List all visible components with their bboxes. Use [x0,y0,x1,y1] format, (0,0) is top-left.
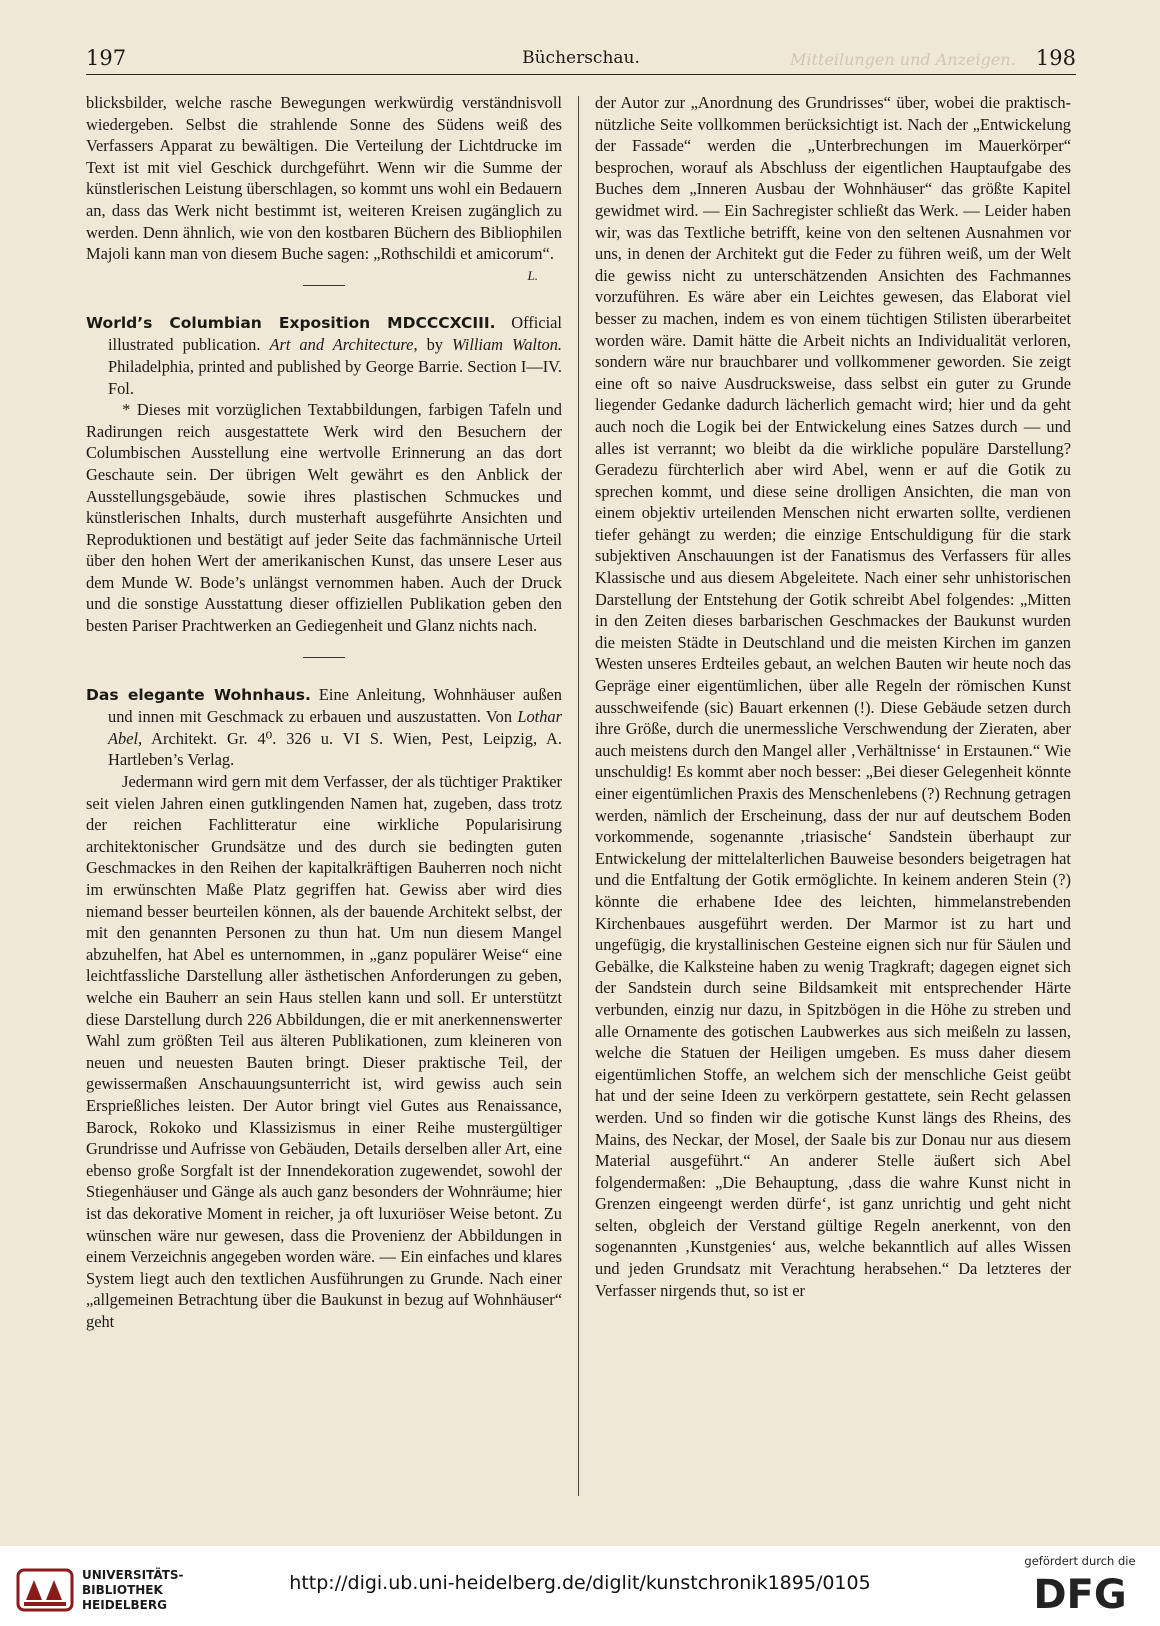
review-continuation [86,92,562,283]
right-column [595,92,1071,1301]
entry-title-columbian: World’s Columbian Exposition MDCCCXCIII. [86,313,496,332]
dfg-logo-icon[interactable] [1018,1570,1142,1614]
library-name-line: BIBLIOTHEK [82,1583,163,1597]
review-signature: L. [527,267,538,283]
entry-citation-wohnhaus [86,684,562,771]
review-continuation-text: blicksbilder, welche rasche Bewegungen werkwürdig verständnisvoll wiedergeben. Selbst die strahlende Sonne des Südens weiß des Verfassers Apparat zu bewältigen. Die Verteilung der Lichtdrucke im Text ist mit viel Geschick durchgeführt. Wenn wir die Summe der künstlerischen Leistung überschlagen, so kommt uns wohl ein Bedauern an, dass das Werk nicht bestimmt ist, weiteren Kreisen zugänglich zu werden. Denn ähnlich, wie von den kostbaren Büchern des Bibliophilen Majoli kann man von diesem Buche sagen: „Rothschildi et amicorum“. [86,93,562,264]
citation-author: Lothar Abel, [108,707,562,748]
column-divider [578,96,579,1496]
page-number-right: 198 [1035,46,1076,70]
citation-text: Philadelphia, printed and published by George Barrie. Section I—IV. Fol. [108,356,562,398]
sponsor-block [1018,1554,1142,1618]
citation-text: Architekt. Gr. 4⁰. 326 u. VI S. Wien, Pest, Leipzig, A. Hartleben’s Verlag. [108,728,562,770]
entry-body-wohnhaus: Jedermann wird gern mit dem Verfasser, der als tüchtiger Praktiker seit vielen Jahren einen gutklingenden Namen hat, zugeben, dass trotz der reichen Fachlitteratur eine wirkliche Popularisirung architektonischer Grundsätze und des durch sie bedingten guten Geschmackes in den Reihen der kapitalkräftigen Bauherren noch nicht im erwünschten Maße Platz gegriffen hat. Gewiss aber wird dies niemand besser beurteilen können, als der bauende Architekt selbst, der mit den genannten Personen zu thun hat. Um nun diesem Mangel abzuhelfen, hat Abel es unternommen, in „ganz populärer Weise“ eine leichtfassliche Darstellung aller ästhetischen Anforderungen zu geben, welche ein Bauherr an sein Haus stellen kann und soll. Er unterstützt diese Darstellung durch 226 Abbildungen, die er mit anerkennenswerter Wahl zum größten Teil aus älteren Publikationen, zum kleineren von neuen und neuesten Bauten bringt. Dieser praktische Teil, der gewissermaßen Anschauungsunterricht ist, wird gewiss auch sein Ersprießliches leisten. Der Autor bringt viel Gutes aus Renaissance, Barock, Rokoko und Klassizismus in einer Reihe mustergültiger Grundrisse und Aufrisse von Gebäuden, Details derselben aller Art, eine ebenso große Sorgfalt ist der Innendekoration zugewendet, sowohl der Stiegenhäuser und Gänge als auch ganz besonders der Wohnräume; hier ist das dekorative Moment in reicher, ja oft luxuriöser Weise betont. Zu wünschen wäre nur gewesen, dass die Provenienz der Abbildungen in einem Verzeichnis angegeben worden wäre. — Ein einfaches und klares System liegt auch den textlichen Ausführungen zu Grunde. Nach einer „allgemeinen Betrachtung über die Baukunst in bezug auf Wohnhäuser“ geht [86,772,562,1331]
digitization-url-link[interactable]: http://digi.ub.uni-heidelberg.de/diglit/kunstchronik1895/0105 [289,1572,871,1594]
entry-body-wohnhaus-continued: der Autor zur „Anordnung des Grundrisses“ über, wobei die praktisch-nützliche Seite vollkommen berücksichtigt ist. Nach der „Entwickelung der Fassade“ werden die „Unterbrechungen im Mauerkörper“ besprochen, worauf als Abschluss der eigentlichen Hauptaufgabe des Buches dem „Inneren Ausbau der Wohnhäuser“ das größte Kapitel gewidmet wird. — Ein Sachregister schließt das Werk. — Leider haben wir, was das Textliche betrifft, keine von den seltenen Ausnahmen vor uns, in denen der Architekt gut die Feder zu führen weiß, um der Welt die gewiss nicht zu unterschätzenden Ansichten des Fachmannes vorzuführen. Es wäre aber ein Leichtes gewesen, das Elaborat viel besser zu machen, indem es von einem tüchtigen Stilisten überarbeitet worden wäre. Damit hätte die Arbeit nichts an Individualität verloren, sondern wäre nur brauchbarer und vollkommener geworden. Sie zeigt eine oft so naive Ausdrucksweise, dass selbst ein guter zu Grunde liegender Gedanke dadurch lächerlich gemacht wird; hier und da geht auch noch die Logik bei der Entwickelung eines Satzes durch — und alles ist verrannt; wo bleibt da die wirkliche populäre Darstellung? Geradezu fürchterlich aber wird Abel, wenn er auf die Gotik zu sprechen kommt, und diese seine drolligen Ansichten, die man von einem objektiv urteilenden Menschen nicht erwarten sollte, verdienen tiefer gehängt zu werden; die einzige Entschuldigung für die stark subjektiven Anschauungen ist der Fanatismus des Verfassers für alles Klassische und aus diesem Abgeleitete. Nach einer sehr unhistorischen Darstellung der Entstehung der Gotik schreibt Abel folgendes: „Mitten in den Zeiten dieses barbarischen Geschmackes der Baukunst wurden die meisten Städte in Deutschland und die meisten Kirchen im ganzen Westen unseres Erdteiles gebaut, an welchen Bauten wir heute noch das Gepräge einer eigentümlichen, über alle Regeln der römischen Kunst ausschweifende (sic) Bauart erkennen (!). Diese Gebäude setzen durch ihre Größe, durch die unermessliche Verschwendung der Zieraten, aber auch meistens durch den Mangel aller ‚Verhältnisse‘ in Erstaunen.“ Wie unschuldig! Es kommt aber noch besser: „Bei dieser Gelegenheit könnte einer eigentümlichen Praxis des Menschenlebens (?) Rechnung getragen werden, nämlich der Erscheinung, dass der nur auf deutschem Boden vorkommende, sogenannte ‚triasische‘ Sandstein überhaupt zur Entwickelung der mittelalterlichen Bauweise besonders beigetragen hat und die Entfaltung der Gotik ermöglichte. In keinem anderen Stein (?) könnte die erhabene Idee des leichten, himmelanstrebenden Kirchenbaues ausgeführt werden. Der Marmor ist zu hart und ungefügig, die krystallinischen Gesteine eignen sich nur für Säulen und Gebälke, die Kalksteine haben zu wenig Tragkraft; dagegen eignet sich der Sandstein durch seine Bildsamkeit mit entsprechender Härte verbunden, einzig nur dazu, in Spitzbögen in die Höhe zu streben und alle Ornamente des gotischen Laubwerkes aus sich meißeln zu lassen, welche die Statuen der Heiligen umgeben. Es muss daher diesem eigentümlichen Stoffe, an welchem sich der menschliche Geist geübt hat und der seine Ideen zu verkörpern gestattete, sein Recht gelassen werden. Und so finden wir die gotische Kunst längs des Rheins, des Mains, des Neckar, der Mosel, der Saale bis zur Donau nur aus diesem Material ausgeführt.“ An anderer Stelle äußert sich Abel folgendermaßen: „Die Behauptung, ‚dass die wahre Kunst nicht in Grenzen eingeengt werden dürfe‘, ist ganz unrichtig und geht nicht selten, obgleich der Verstand gültige Regeln anerkennt, von den sogenannten ‚Kunstgenies‘ aus, welche bekanntlich auf alles Wissen und jeden Grundsatz mit Verachtung herabsehen.“ Da letzteres der Verfasser nirgends thut, so ist er [595,93,1071,1300]
digitization-footer [0,1546,1160,1626]
bleed-through-text: Mitteilungen und Anzeigen. [790,50,1016,69]
left-column [86,92,562,1332]
section-rule [303,285,345,286]
library-name-line: HEIDELBERG [82,1598,167,1612]
library-name-line: UNIVERSITÄTS- [82,1568,184,1582]
citation-author: William Walton. [452,335,562,355]
citation-text: Eine Anleitung, Wohnhäuser außen und innen mit Geschmack zu erbauen und auszustatten. Von [108,684,562,727]
dfg-logo-text: DFG [1033,1572,1127,1614]
entry-title-wohnhaus: Das elegante Wohnhaus. [86,685,311,704]
entry-body-columbian: * Dieses mit vorzüglichen Textabbildungen, farbigen Tafeln und Radirungen reich ausgestattete Werk wird den Besuchern der Columbischen Ausstellung eine wertvolle Erinnerung an das dort Geschaute sein. Der übrigen Welt gewährt es den Anblick der Ausstellungsgebäude, sowie ihres plastischen Schmuckes und künstlerischen Inhalts, durch musterhaft ausgeführte Ansichten und Reproduktionen und bestätigt auf jeder Seite das fachmännische Urteil über den hohen Wert der amerikanischen Kunst, das unsere Leser aus dem Munde W. Bode’s unlängst vernommen haben. Auch der Druck und die sonstige Ausstattung dieser offiziellen Publikation geben den besten Pariser Prachtwerken an Gediegenheit und Glanz nichts nach. [86,400,562,636]
section-rule [303,657,345,658]
sponsor-text: gefördert durch die [1024,1554,1136,1568]
entry-citation-columbian [86,312,562,399]
citation-work-title: Art and Architecture [269,335,414,355]
running-title: Bücherschau. [522,48,640,68]
citation-text: Official illustrated publication. [108,312,562,355]
page-number-left: 197 [86,46,127,70]
citation-text: , by [413,335,453,355]
